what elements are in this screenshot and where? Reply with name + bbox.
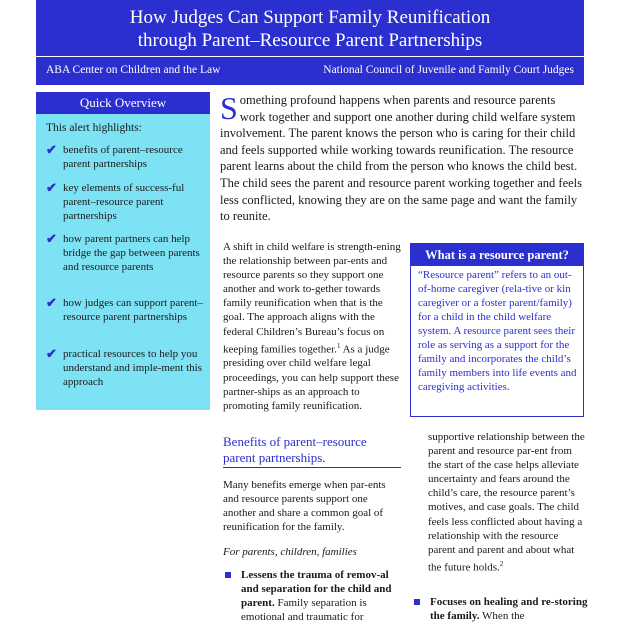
drop-cap: S — [220, 90, 238, 126]
benefits-intro: Many benefits emerge when par-ents and resource parents support one another and share a common goal of reunification for the family. — [223, 479, 386, 534]
org-left: ABA Center on Children and the Law — [46, 64, 221, 76]
benefits-subheading: For parents, children, families — [223, 546, 357, 558]
intro-paragraph: Something profound happens when parents and resource parents work together and support one another during child welfare system involvement. The parent knows the person who is caring for their child and feels supported while working towards reunification. The resource parent learns about the child from the person who knows the child best. The child sees the parent and resource parent working together and feels less conflicted, knowing they are on the same page and want the family to reunite. — [220, 90, 583, 224]
sidebar-text: “Resource parent” refers to an out-of-home caregiver (rela-tive or kin caregiver or a foster parent/family) for a child in the child welfare system. A resource parent sees their role as serving as a support for the family and incorporates the child’s family members into life events and caregiving activities. — [418, 269, 577, 393]
footnote-ref[interactable]: 2 — [499, 559, 504, 568]
checkmark-icon: ✔ — [46, 346, 57, 361]
checkmark-icon: ✔ — [46, 231, 57, 246]
footnote-ref[interactable]: 1 — [336, 341, 341, 350]
bullet-square-icon — [414, 599, 420, 605]
quick-overview-heading: Quick Overview — [36, 92, 210, 114]
benefits-heading: Benefits of parent–resource parent partnerships. — [223, 434, 367, 465]
checkmark-icon: ✔ — [46, 180, 57, 195]
title-line-1: How Judges Can Support Family Reunification — [129, 7, 491, 28]
title-banner — [36, 0, 584, 56]
org-right: National Council of Juvenile and Family Court Judges — [323, 64, 574, 76]
section-divider — [223, 467, 401, 468]
checkmark-icon: ✔ — [46, 295, 57, 310]
sidebar-heading: What is a resource parent? — [411, 244, 583, 266]
shift-paragraph: A shift in child welfare is strength-ening the relationship between par-ents and resource parents so they support one another and work to-gether towards family reunification when that is the goal. The approach aligns with the federal Children’s Bureau’s focus on keeping families together.$^1$ As a judge presiding over child welfare legal proceedings, you can help support these partner-ships as an approach to promoting family reunification. — [223, 241, 401, 412]
organizations-bar — [36, 57, 584, 85]
quick-overview-intro: This alert highlights: — [46, 122, 142, 134]
title-line-2: through Parent–Resource Parent Partnerships — [137, 30, 483, 51]
benefits-continued: supportive relationship between the parent and resource par-ent from the start of the case helps alleviate uncertainty and fears around the child’s care, the resource parent’s motives, and case goals. The child feels less conflicted about having a relationship with the resource parent and parent and about what the future holds.$^2$ — [428, 431, 585, 574]
checkmark-icon: ✔ — [46, 142, 57, 157]
bullet-square-icon — [225, 572, 231, 578]
